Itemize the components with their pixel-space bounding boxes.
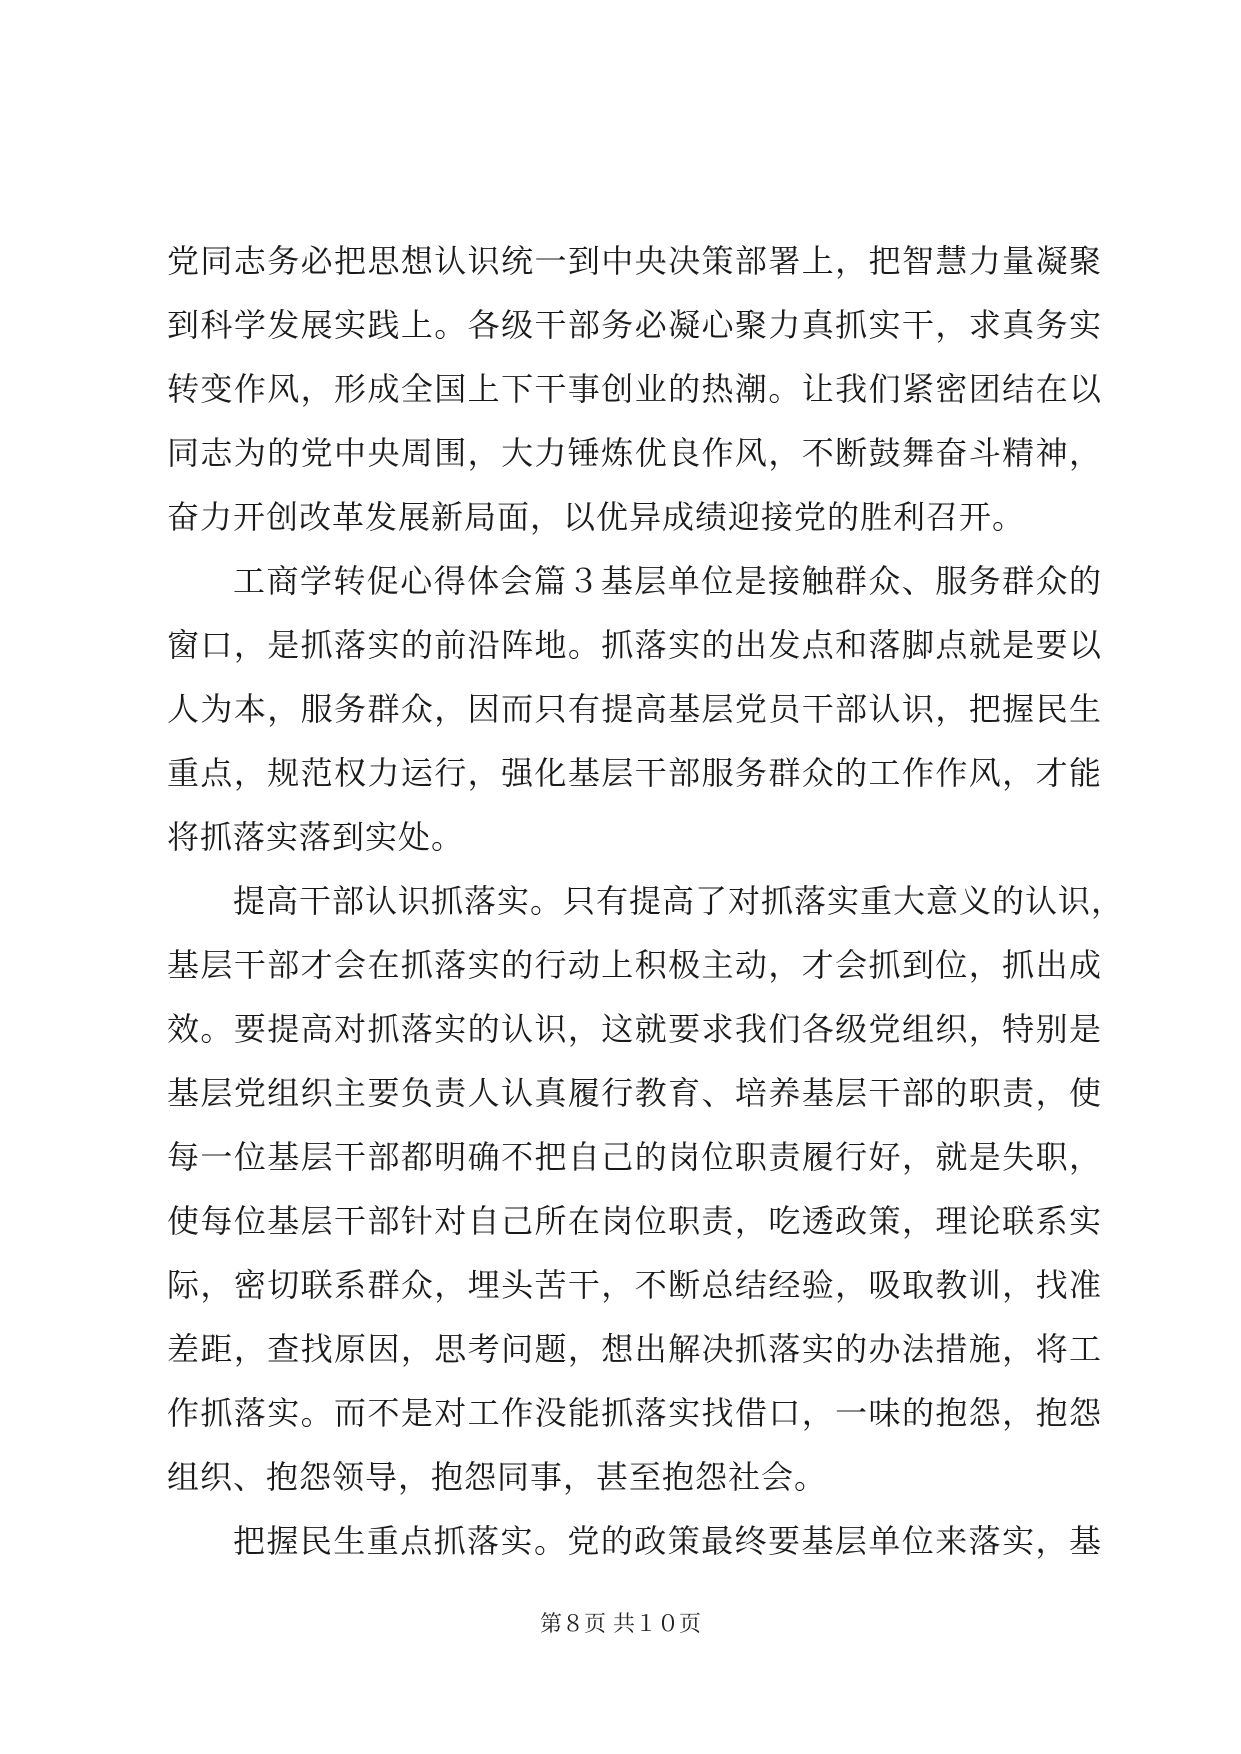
paragraph-3-line-3: 效。要提高对抓落实的认识，这就要求我们各级党组织，特别是 (167, 1010, 1102, 1048)
page-number-footer: 第８页 共１０页 (540, 1612, 701, 1637)
paragraph-1-line-5: 奋力开创改革发展新局面，以优异成绩迎接党的胜利召开。 (167, 498, 1026, 536)
paragraph-1-line-3: 转变作风，形成全国上下干事创业的热潮。让我们紧密团结在以 (167, 370, 1102, 408)
paragraph-3-line-4: 基层党组织主要负责人认真履行教育、培养基层干部的职责，使 (167, 1074, 1102, 1112)
paragraph-3-line-2: 基层干部才会在抓落实的行动上积极主动，才会抓到位，抓出成 (167, 946, 1102, 984)
paragraph-4-line-1: 把握民生重点抓落实。党的政策最终要基层单位来落实，基 (233, 1522, 1102, 1560)
paragraph-3-line-6: 使每位基层干部针对自己所在岗位职责，吃透政策，理论联系实 (167, 1202, 1102, 1240)
paragraph-3-line-1: 提高干部认识抓落实。只有提高了对抓落实重大意义的认识， (233, 882, 1125, 920)
paragraph-2-line-2: 窗口，是抓落实的前沿阵地。抓落实的出发点和落脚点就是要以 (167, 626, 1102, 664)
body-text (167, 229, 1125, 1573)
paragraph-3-line-5: 每一位基层干部都明确不把自己的岗位职责履行好，就是失职， (167, 1138, 1102, 1176)
paragraph-2-line-1: 工商学转促心得体会篇３基层单位是接触群众、服务群众的 (233, 562, 1102, 600)
paragraph-2-line-4: 重点，规范权力运行，强化基层干部服务群众的工作作风，才能 (167, 754, 1102, 792)
paragraph-1-line-1: 党同志务必把思想认识统一到中央决策部署上，把智慧力量凝聚 (167, 242, 1102, 280)
paragraph-1-line-2: 到科学发展实践上。各级干部务必凝心聚力真抓实干，求真务实 (167, 306, 1102, 344)
paragraph-2-line-5: 将抓落实落到实处。 (167, 818, 465, 856)
paragraph-3-line-9: 作抓落实。而不是对工作没能抓落实找借口，一味的抱怨，抱怨 (167, 1394, 1102, 1432)
paragraph-3-line-8: 差距，查找原因，思考问题，想出解决抓落实的办法措施，将工 (167, 1330, 1102, 1368)
paragraph-3-line-7: 际，密切联系群众，埋头苦干，不断总结经验，吸取教训，找准 (167, 1266, 1102, 1304)
paragraph-3-line-10: 组织、抱怨领导，抱怨同事，甚至抱怨社会。 (167, 1458, 828, 1496)
paragraph-1-line-4: 同志为的党中央周围，大力锤炼优良作风，不断鼓舞奋斗精神， (167, 434, 1102, 472)
paragraph-2-line-3: 人为本，服务群众，因而只有提高基层党员干部认识，把握民生 (167, 690, 1102, 728)
